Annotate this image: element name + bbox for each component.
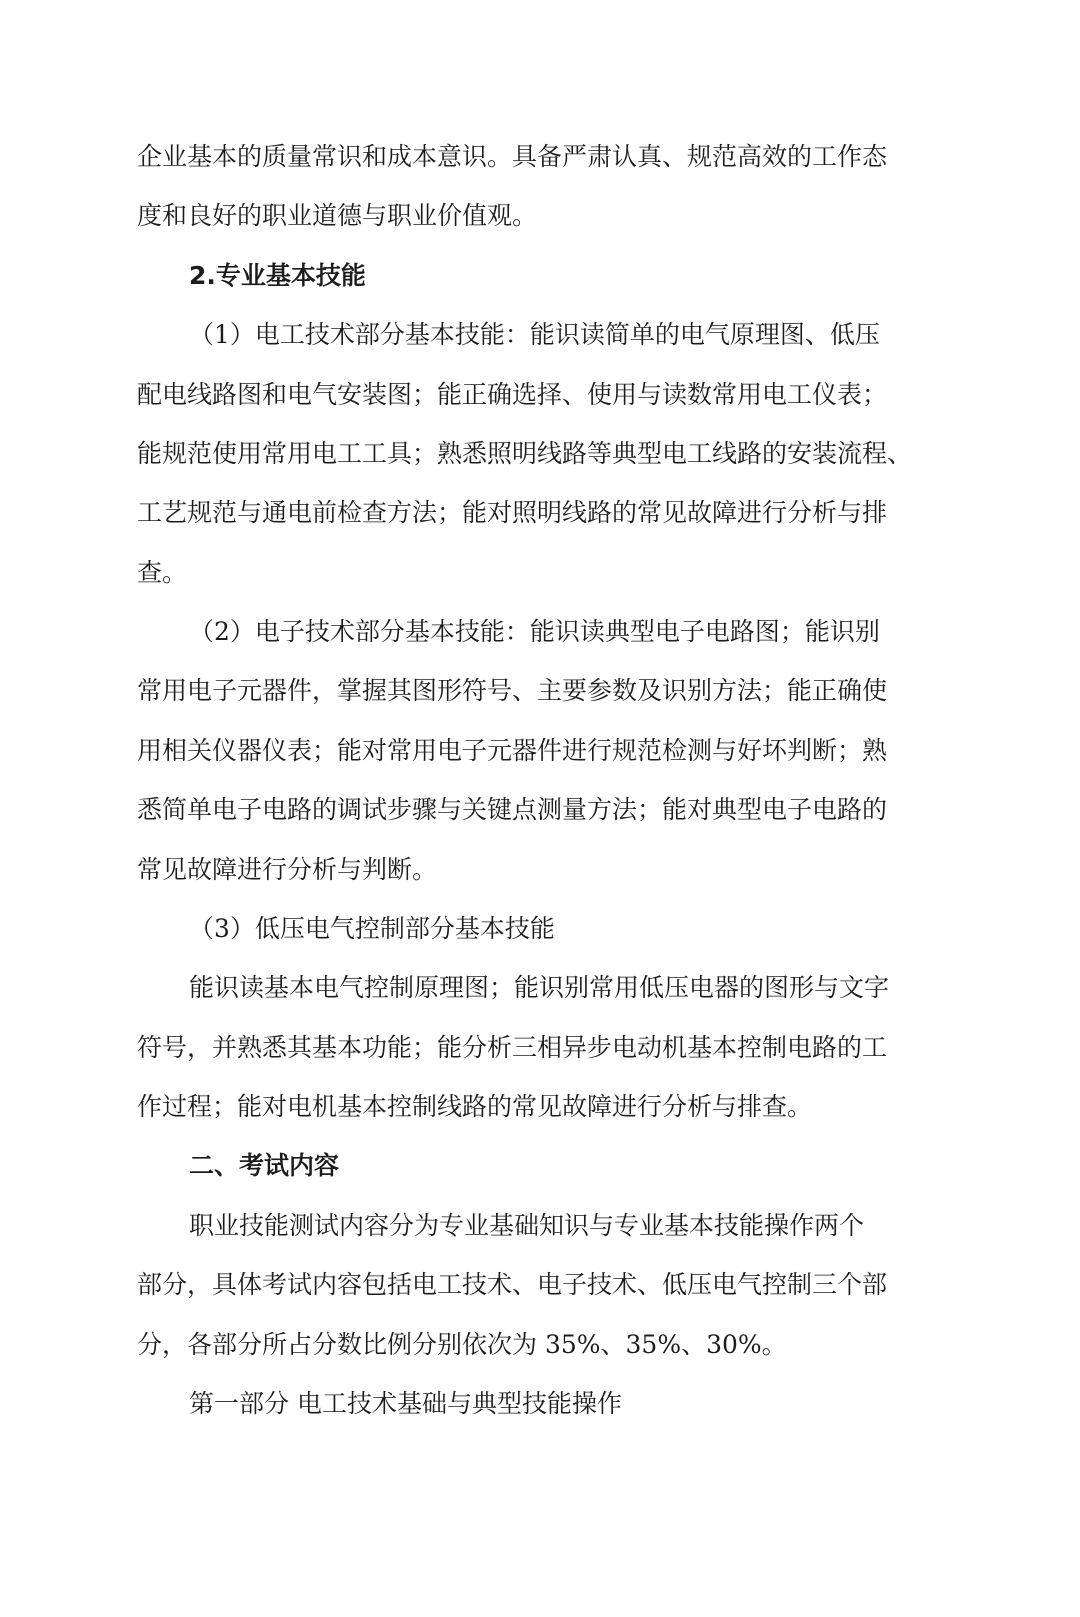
- skill-3-line-2: 符号，并熟悉其基本功能；能分析三相异步电动机基本控制电路的工: [137, 1033, 888, 1062]
- body-line-1: 企业基本的质量常识和成本意识。具备严肃认真、规范高效的工作态: [137, 142, 888, 171]
- exam-line-3: 分，各部分所占分数比例分别依次为 35%、35%、30%。: [137, 1330, 787, 1359]
- skill-2-line-5: 常见故障进行分析与判断。: [137, 855, 438, 884]
- skill-2-line-4: 悉简单电子电路的调试步骤与关键点测量方法；能对典型电子电路的: [137, 795, 888, 824]
- skill-3-heading: （3）低压电气控制部分基本技能: [189, 914, 555, 943]
- skill-2-line-3: 用相关仪器仪表；能对常用电子元器件进行规范检测与好坏判断；熟: [137, 736, 888, 765]
- section-heading-2: 2.专业基本技能: [189, 261, 366, 290]
- exam-line-1: 职业技能测试内容分为专业基础知识与专业基本技能操作两个: [189, 1211, 865, 1240]
- part-one-heading: 第一部分 电工技术基础与典型技能操作: [189, 1389, 622, 1418]
- skill-3-line-3: 作过程；能对电机基本控制线路的常见故障进行分析与排查。: [137, 1092, 813, 1121]
- skill-2-line-2: 常用电子元器件，掌握其图形符号、主要参数及识别方法；能正确使: [137, 676, 888, 705]
- skill-1-line-4: 工艺规范与通电前检查方法；能对照明线路的常见故障进行分析与排: [137, 498, 888, 527]
- skill-1-line-2: 配电线路图和电气安装图；能正确选择、使用与读数常用电工仪表；: [137, 380, 888, 409]
- exam-line-2: 部分，具体考试内容包括电工技术、电子技术、低压电气控制三个部: [137, 1270, 888, 1299]
- skill-1-line-3: 能规范使用常用电工工具；熟悉照明线路等典型电工线路的安装流程、: [137, 439, 913, 468]
- skill-1-line-5: 查。: [137, 558, 188, 587]
- skill-2-line-1: （2）电子技术部分基本技能：能识读典型电子电路图；能识别: [189, 617, 880, 646]
- skill-3-line-1: 能识读基本电气控制原理图；能识别常用低压电器的图形与文字: [189, 973, 890, 1002]
- body-line-2: 度和良好的职业道德与职业价值观。: [137, 201, 538, 230]
- section-heading-exam-content: 二、考试内容: [189, 1151, 340, 1180]
- skill-1-line-1: （1）电工技术部分基本技能：能识读简单的电气原理图、低压: [189, 320, 880, 349]
